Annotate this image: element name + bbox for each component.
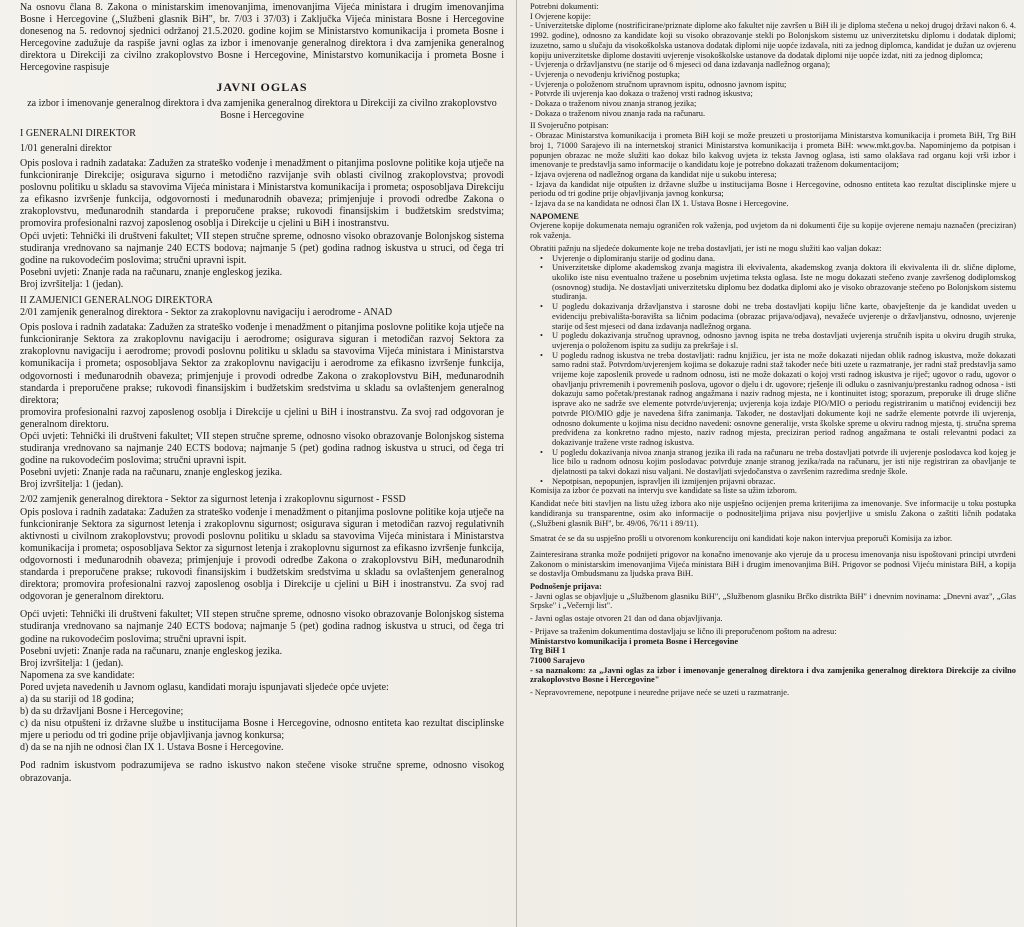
- list-item: • U pogledu dokazivanja državljanstva i starosne dobi ne treba dostavljati kopiju lične karte, obavještenje da je kandidat uveden u evidenciju prebivališta-boravišta sa ličnim podacima (obrazac prijava/odjava), nevažeće uvjerenje o državljanstvu, odnosno, uvjerenje starije od šest mjeseci od dana izdavanja nadležnog organa.: [552, 302, 1016, 331]
- list-item: - Izjava da kandidat nije otpušten iz državne službe u institucijama Bosne i Hercegovine, odnosno entiteta kao rezultat disciplinske mjere u periodu od tri godine prije objavljivanja javnog konkursa;: [530, 179, 1016, 199]
- position-2-01-general-conditions: Opći uvjeti: Tehnički ili društveni fakultet; VII stepen stručne spreme, odnosno visoko obrazovanje Bolonjskog sistema studiranja vrednovano sa najmanje 240 ECTS bodova; najmanje 5 (pet) godina radnog iskustva u struci, od čega tri godine na rukovodećim poslovima; stručni upravni ispit.: [20, 431, 504, 467]
- intro-paragraph: Na osnovu člana 8. Zakona o ministarskim imenovanjima, imenovanjima Vijeća ministara i drugim imenovanjima Bosne i Hercegovine („Službeni glasnik BiH", br. 7/03 i 37/03) i Zaključka Vijeća ministara Bosne i Hercegovine donesenog na 5. redovnoj sjednici održanoj 21.5.2020. godine kojim se Ministarstvo komunikacija i prometa Bosne i Hercegovine zadužuje da raspiše javni oglas za izbor i imenovanje generalnog direktora i dva zamjenika generalnog direktora u Direkciji za civilno zrakoplovstvo Bosne i Hercegovine, Ministarstvo komunikacija i prometa Bosne i Hercegovine raspisuje: [20, 2, 504, 74]
- ad-subtitle: za izbor i imenovanje generalnog direktora i dva zamjenika generalnog direktora u Direkciji za civilno zrakoplovstvo Bosne i Hercegovine: [27, 97, 497, 121]
- section-2-heading: II ZAMJENICI GENERALNOG DIREKTORA: [20, 294, 213, 306]
- submission-label: - sa naznakom: za „Javni oglas za izbor i imenovanje generalnog direktora i dva zamjenika generalnog direktora Direkcije za civilno zrakoplovstvo Bosne i Hercegovine": [530, 665, 1016, 685]
- position-2-02-duties: Opis poslova i radnih zadataka: Zadužen za strateško vođenje i menadžment o pitanjima poslovne politike koja utječe na funkcioniranje Sektora za sigurnost letenja i zrakoplovnu sigurnost; osigurava siguran i metodičan razvoj regulativnih aktivnosti u civilnom zrakoplovstvu; provodi poslovnu politiku u skladu sa stavovima Vijeća ministara i Ministarstva komunikacija i prometa; osposobljava Sektor za sigurnost letenja i zrakoplovnu sigurnost za efikasno izvršenje funkcija, odgovornosti i međunarodnih obaveza; primjenjuje i provodi odredbe Zakona o zrakoplovstvu BiH, međunarodnih standarda i preporučene prakse; rukovodi finansijskim i budžetskim sredstvima u skladu sa ovlaštenjem generalnog direktora; promovira profesionalni razvoj zaposlenog osoblja i Direkcije u cjelini u BiH i inostranstvu. Za svoj rad odgovoran je generalnom direktoru.: [20, 506, 504, 603]
- position-1-01-general-conditions: Opći uvjeti: Tehnički ili društveni fakultet; VII stepen stručne spreme, odnosno visoko obrazovanje Bolonjskog sistema studiranja vrednovano sa najmanje 240 ECTS bodova; najmanje 5 (pet) godina radnog iskustva u struci, od čega tri godine na rukovodećim poslovima; stručni upravni ispit.: [20, 230, 504, 266]
- position-1-01-special-conditions: Posebni uvjeti: Znanje rada na računaru, znanje engleskog jezika.: [20, 266, 283, 278]
- submission-publication: - Javni oglas se objavljuje u „Službenom glasniku BiH", „Službenom glasniku Brčko distrikta BiH" i dnevnim novinama: „Dnevni avaz", „Glas Srpske" i „Večernji list".: [530, 591, 1016, 611]
- appeal-note: Zainteresirana stranka može podnijeti prigovor na konačno imenovanje ako vjeruje da u procesu imenovanja nisu ispoštovani principi utvrđeni Zakonom o ministarskim imenovanjima Vijeća ministara BiH i drugim imenovanjima BiH. Prigovor se podnosi Vijeću ministara BiH, a kopija se dostavlja Ombudsmanu za ljudska prava BiH.: [530, 549, 1016, 579]
- position-1-01-duties: Opis poslova i radnih zadataka: Zadužen za strateško vođenje i menadžment o pitanjima poslovne politike koja utječe na funkcioniranje Direkcije; osigurava sigurno i metodično razvijanje svih oblasti civilnog zrakoplovstva; provodi poslovnu politiku u skladu sa stavovima Vijeća ministara i Ministarstva komunikacija i prometa; osposobljava Direkciju za efikasno izvršenje funkcija, odgovornosti i međunarodnih obaveza; primjenjuje i provodi odredbe Zakona o zrakoplovstvu, međunarodnih standarda i preporučene prakse; rukovodi finansijskim i budžetskim sredstvima; promovira profesionalni razvoj zaposlenog osoblja i Direkcije u cjelini u BiH i inostranstvu.: [20, 157, 504, 230]
- notes-validity: Ovjerene kopije dokumenata nemaju ograničen rok važenja, pod uvjetom da ni dokumenti čije su kopije ovjerene nemaju naznačen (preciziran) rok važenja.: [530, 221, 1016, 241]
- candidates-note-heading: Napomena za sve kandidate:: [20, 669, 135, 681]
- invalid-documents-list: [530, 254, 1016, 487]
- list-item: • Nepotpisan, nepopunjen, ispravljen ili izmijenjen prijavni obrazac.: [552, 477, 1016, 487]
- list-item: - Uvjerenja o nevođenju krivičnog postupka;: [530, 69, 681, 79]
- list-item: • U pogledu dokazivanja stručnog upravnog, odnosno javnog ispita ne treba dostavljati uvjerenja stručnih ispita u okviru drugih struka, uvjerenja o položenom ispitu za sudiju za prekršaje i sl.: [552, 331, 1016, 350]
- list-item: • Uvjerenje o diplomiranju starije od godinu dana.: [552, 254, 1016, 264]
- certified-copies-heading: I Ovjerene kopije:: [530, 11, 591, 21]
- left-column: [8, 2, 504, 925]
- list-item: - Izjava da se na kandidata ne odnosi član IX 1. Ustava Bosne i Hercegovine.: [530, 199, 789, 209]
- condition-c: c) da nisu otpušteni iz državne službe u institucijama Bosne i Hercegovine, odnosno entiteta kao rezultat disciplinske mjere u periodu od tri godine prije objavljivanja javnog konkursa;: [20, 718, 504, 742]
- interview-note: Komisija za izbor će pozvati na intervju sve kandidate sa liste sa užim izborom.: [530, 486, 797, 496]
- condition-b: b) da su državljani Bosne i Hercegovine;: [20, 706, 184, 718]
- success-note: Smatrat će se da su uspješno prošli u otvorenom konkurenciju oni kandidati koje nakon intervjua preporuči Komisija za izbor.: [530, 534, 953, 544]
- condition-a: a) da su stariji od 18 godina;: [20, 693, 134, 705]
- signed-docs-list: [530, 131, 1016, 209]
- shortlist-note: Kandidat neće biti stavljen na listu užeg izbora ako nije uspješno ocijenjen prema kriterijima za imenovanje. Sve informacije u toku postupka kandidiranja su transparentne, osim ako informacije o podnositeljima prijava nisu povjerljive u smislu Zakona o zaštiti ličnih podataka („Službeni glasnik BiH", br. 49/06, 76/11 i 89/11).: [530, 499, 1016, 528]
- position-2-01-duties-cont: promovira profesionalni razvoj zaposlenog osoblja i Direkcije u cjelini u BiH i inostranstvu. Za svoj rad odgovoran je generalnom direktoru.: [20, 406, 504, 430]
- position-2-02-count: Broj izvršitelja: 1 (jedan).: [20, 657, 124, 669]
- notes-do-not-submit: Obratiti pažnju na sljedeće dokumente koje ne treba dostavljati, jer isti ne mogu služiti kao valjan dokaz:: [530, 243, 882, 253]
- position-2-02: 2/02 zamjenik generalnog direktora - Sektor za sigurnost letenja i zrakoplovnu sigurnost - FSSD: [20, 494, 406, 506]
- condition-d: d) da se na njih ne odnosi član IX 1. Ustava Bosne i Hercegovine.: [20, 742, 284, 754]
- docs-heading: Potrebni dokumenti:: [530, 2, 599, 11]
- submission-deadline: - Javni oglas ostaje otvoren 21 dan od dana objavljivanja.: [530, 614, 723, 624]
- position-2-01: 2/01 zamjenik generalnog direktora - Sektor za zrakoplovnu navigaciju i aerodrome - ANAD: [20, 307, 393, 319]
- list-item: - Univerzitetske diplome (nostrificirane/priznate diplome ako fakultet nije završen u BiH ili je diploma stečena u nekoj drugoj državi nakon 6. 4. 1992. godine), odnosno za kandidate koji su visoko obrazovanje stekli po Bolonjskom sistemu uz univerzitetsku diplomu i dodatak diplomi; izuzetno, samo u slučaju da visokoškolska ustanova dodatak diplomi nije uopće izdavala, niti za jednog diplomca, kandidat je dužan uz ovjerenu kopiju univerzitetske diplome dostaviti uvjerenje visokoškolske ustanove da dodatak diplomi nije uopće izdat, niti za jednog diplomca;: [530, 21, 1016, 60]
- submission-final-note: - Nepravovremene, nepotpune i neuredne prijave neće se uzeti u razmatranje.: [530, 688, 790, 698]
- position-1-01: 1/01 generalni direktor: [20, 142, 112, 154]
- submission-delivery: - Prijave sa traženim dokumentima dostavljaju se lično ili preporučenom poštom na adresu:: [530, 626, 837, 636]
- position-1-01-count: Broj izvršitelja: 1 (jedan).: [20, 278, 124, 290]
- list-item: - Dokaza o traženom nivou znanja stranog jezika;: [530, 99, 697, 109]
- notes-heading: NAPOMENE: [530, 211, 579, 221]
- address-line-2: Trg BiH 1: [530, 646, 566, 656]
- list-item: • U pogledu radnog iskustva ne treba dostavljati: radnu knjižicu, jer ista ne može dokazati nijedan oblik radnog iskustva, može dokazati samo radni staž. Potvrdom/uvjerenjem kojima se dokazuje radni staž također neće biti uzete u razmatranje, jer radni staž predstavlja samo vrijeme koje zaposlenik provede u radnom odnosu, isti ne može dokazati o kojoj vrsti radnog iskustva je riječ; ugovor o radu, ugovor o obavljanju privremenih i povremenih poslova, ugovor o djelu i dr. ugovore; rješenje ili odluku o zasnivanju/prestanku radnog odnosa - isti dokazuju samo početak/prestanak radnog angažmana i naziv radnog mjesta, ne i kontinuitet istog; sporazum, preporuke ili druge slične isprave ako ne sadrže sve elemente potvrde/uvjerenja; uvjerenja koja izdaje PIO/MIO o periodu registriranim u matičnoj evidenciji bez potvrde PIO/MIO gdje je navedena šifra zanimanja. Također, ne dostavljati dokumente koji ne sadrže elemente potvrde ili uvjerenja, odnosno dokumente u kojima nisu decidno navedeni: osnovne generalije, vrsta školske spreme u okviru radnog mjesta, tj. stručna sprema predviđena za konkretno radno mjesto, naziv radnog mjesta, preciziran period radnog angažmana te ostali relevantni podaci za dokazivanje tražene vrste radnog iskustva.: [552, 351, 1016, 448]
- signed-heading: II Svojeručno potpisan:: [530, 121, 609, 131]
- address-line-1: Ministarstvo komunikacija i prometa Bosne i Hercegovine: [530, 636, 739, 646]
- right-column: [530, 2, 1016, 925]
- certified-docs-list: [530, 21, 1016, 118]
- list-item: - Uvjerenja o državljanstvu (ne starije od 6 mjeseci od dana izdavanja nadležnog organa);: [530, 60, 831, 70]
- list-item: - Potvrde ili uvjerenja kao dokaza o traženoj vrsti radnog iskustva;: [530, 89, 753, 99]
- address-line-3: 71000 Sarajevo: [530, 656, 585, 665]
- ad-title: JAVNI OGLAS: [216, 79, 308, 94]
- list-item: - Obrazac Ministarstva komunikacija i prometa BiH koji se može preuzeti u prostorijama Ministarstva komunikacija i prometa BiH, Trg BiH broj 1, 71000 Sarajevo ili na internetskoj stranici Ministarstva komunikacija i prometa BiH: www.mkt.gov.ba. Napominjemo da potpisan i popunjen obrazac ne može služiti kao dokaz bilo kakvog uvjeta iz teksta Javnog oglasa, isti samo olakšava rad organu koji vrši izbor i imenovanje te predstavlja samo informacije o kandidatu koje je potrebno dokazati traženom dokumentacijom;: [530, 131, 1016, 170]
- list-item: • U pogledu dokazivanja nivoa znanja stranog jezika ili rada na računaru ne treba dostavljati potvrde ili uvjerenje poslodavca kod kojeg je lice bilo u radnom odnosu kojim poslodavac potvrđuje znanje stranog jezika/rada na računaru, jer isti nije registriran za obavljanje te djelatnosti pa takvi dokazi nisu valjani. Ne dostavljati svjedočanstva o završenim razredima srednje škole.: [552, 448, 1016, 477]
- list-item: - Uvjerenja o položenom stručnom upravnom ispitu, odnosno javnom ispitu;: [530, 79, 787, 89]
- position-2-01-count: Broj izvršitelja: 1 (jedan).: [20, 479, 124, 491]
- experience-note: Pod radnim iskustvom podrazumijeva se radno iskustvo nakon stečene visoke stručne spreme, odnosno visokog obrazovanja.: [20, 760, 504, 784]
- position-2-01-duties: Opis poslova i radnih zadataka: Zadužen za strateško vođenje i menadžment o pitanjima poslovne politike koja utječe na funkcioniranje Sektora za zrakoplovnu navigaciju i aerodrome; osigurava siguran i metodičan razvoj Sektora za zrakoplovnu navigaciju i aerodrome; provodi poslovnu politiku u skladu sa stavovima Vijeća ministara i Ministarstva komunikacija i prometa; osposobljava Sektor za zrakoplovnu navigaciju i aerodrome za efikasno izvršenje funkcija, odgovornosti i međunarodnih obaveza; primjenjuje i provodi odredbe Zakona o zrakoplovstvu BiH, međunarodnih standarda i preporučene prakse; rukovodi finansijskim i budžetskim sredstvima u skladu sa ovlaštenjem generalnog direktora;: [20, 322, 504, 406]
- list-item: - Dokaza o traženom nivou znanja rada na računaru.: [530, 108, 706, 118]
- position-2-02-general-conditions: Opći uvjeti: Tehnički ili društveni fakultet; VII stepen stručne spreme, odnosno visoko obrazovanje Bolonjskog sistema studiranja vrednovano sa najmanje 240 ECTS bodova; najmanje 5 (pet) godina radnog iskustva u struci, od čega tri godine na rukovodećim poslovima; stručni upravni ispit.: [20, 609, 504, 645]
- column-divider: [516, 0, 517, 927]
- list-item: • Univerzitetske diplome akademskog zvanja magistra ili ekvivalenta, akademskog zvanja doktora ili ekvivalenta ili dr. slične diplome, ukoliko iste nisu eventualno tražene u posebnim uvjetima teksta oglasa. Iste ne mogu dokazati stečeno zvanje završenog dodiplomskog (osnovnog) studija. Ne dostavljati univerzitetsku diplomu bez dodatka diplomi ako je visoko obrazovanje stečeno po Bolonjskom sistemu studiranja.: [552, 263, 1016, 302]
- list-item: - Izjava ovjerena od nadležnog organa da kandidat nije u sukobu interesa;: [530, 169, 777, 179]
- position-2-02-special-conditions: Posebni uvjeti: Znanje rada na računaru, znanje engleskog jezika.: [20, 645, 283, 657]
- position-2-01-special-conditions: Posebni uvjeti: Znanje rada na računaru, znanje engleskog jezika.: [20, 467, 283, 479]
- candidates-note-intro: Pored uvjeta navedenih u Javnom oglasu, kandidati moraju ispunjavati sljedeće opće uvjete:: [20, 681, 389, 693]
- section-1-heading: I GENERALNI DIREKTOR: [20, 127, 136, 139]
- submission-heading: Podnošenje prijava:: [530, 582, 602, 592]
